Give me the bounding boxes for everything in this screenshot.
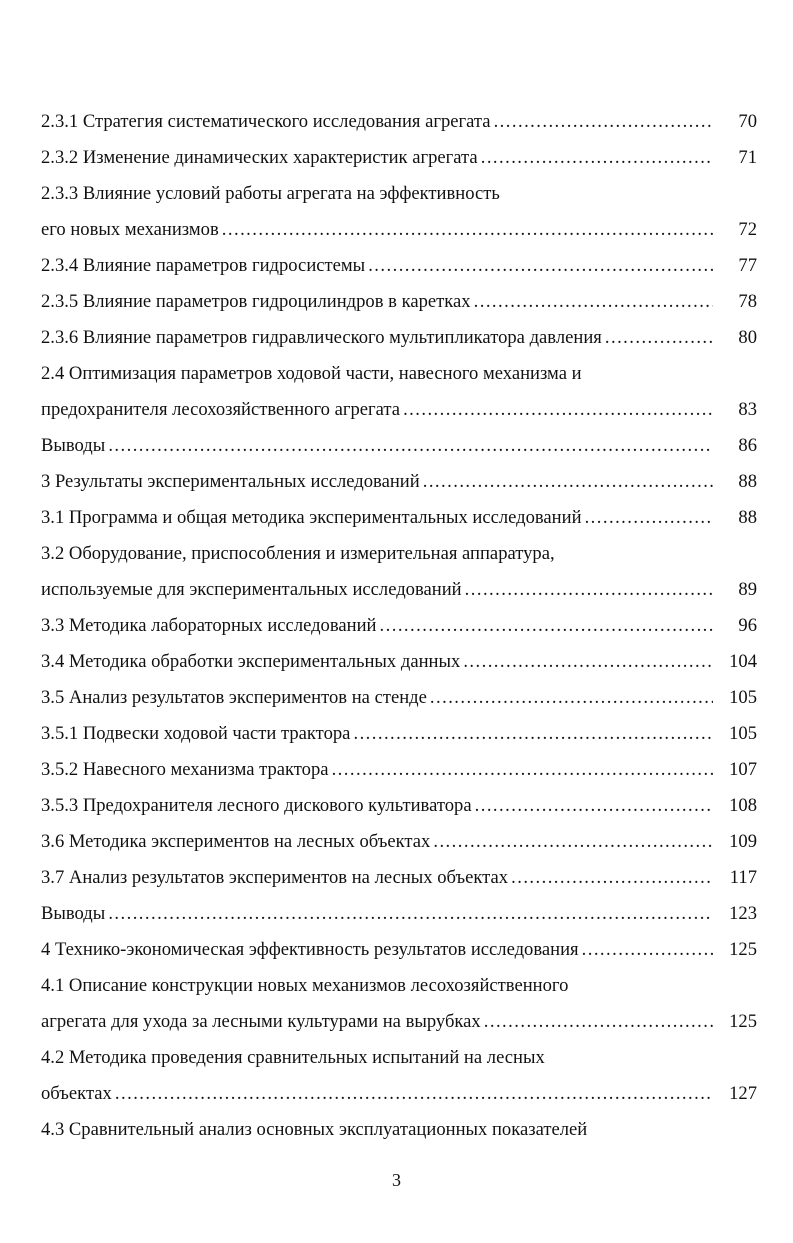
toc-entry-page: 71 bbox=[738, 147, 757, 168]
toc-entry-page: 125 bbox=[729, 1011, 757, 1032]
toc-entry bbox=[41, 428, 761, 464]
toc-entry-page: 105 bbox=[729, 723, 757, 744]
toc-entry-page: 78 bbox=[738, 291, 757, 312]
toc-entry-title: 4.3 Сравнительный анализ основных эксплуатационных показателей bbox=[41, 1119, 588, 1140]
toc-entry bbox=[41, 572, 761, 608]
toc-entry-title: 4 Технико-экономическая эффективность результатов исследования . . . bbox=[41, 932, 713, 968]
toc-entry-page: 88 bbox=[738, 507, 757, 528]
toc-entry-page: 80 bbox=[738, 327, 757, 348]
toc-entry bbox=[41, 644, 761, 680]
toc-entry-title: 3.7 Анализ результатов экспериментов на лесных объектах . . . bbox=[41, 860, 713, 896]
toc-entry bbox=[41, 140, 761, 176]
toc-entry-title: Выводы . . . bbox=[41, 896, 713, 932]
toc-entry-page: 72 bbox=[738, 219, 757, 240]
toc-entry-page: 88 bbox=[738, 471, 757, 492]
toc-entry-title: 2.3.4 Влияние параметров гидросистемы . . . bbox=[41, 248, 713, 284]
toc-entry-title: 3.5.2 Навесного механизма трактора . . . bbox=[41, 752, 713, 788]
toc-entry bbox=[41, 860, 761, 896]
toc-entry bbox=[41, 896, 761, 932]
toc-entry-page: 104 bbox=[729, 651, 757, 672]
toc-entry-title: используемые для экспериментальных исследований . . . bbox=[41, 572, 713, 608]
toc-entry-page: 83 bbox=[738, 399, 757, 420]
toc-entry-title: 3.6 Методика экспериментов на лесных объектах . . . bbox=[41, 824, 713, 860]
toc-entry-title: 4.1 Описание конструкции новых механизмов лесохозяйственного bbox=[41, 975, 569, 996]
toc-entry-page: 117 bbox=[729, 867, 757, 888]
toc-entry-page: 125 bbox=[729, 939, 757, 960]
toc-entry-title: 3.5.3 Предохранителя лесного дискового культиватора . . . bbox=[41, 788, 713, 824]
toc-entry-page: 123 bbox=[729, 903, 757, 924]
toc-entry-page: 89 bbox=[738, 579, 757, 600]
page-number: 3 bbox=[392, 1170, 401, 1190]
toc-entry bbox=[41, 500, 761, 536]
toc-entry-title: 3.3 Методика лабораторных исследований . . . bbox=[41, 608, 713, 644]
toc-entry-title: агрегата для ухода за лесными культурами на вырубках . . . bbox=[41, 1004, 713, 1040]
toc-entry-page: 77 bbox=[738, 255, 757, 276]
toc-entry-title: 2.3.6 Влияние параметров гидравлического мультипликатора давления . . . bbox=[41, 320, 713, 356]
toc-entry bbox=[41, 968, 761, 1004]
toc-entry bbox=[41, 212, 761, 248]
toc-entry bbox=[41, 392, 761, 428]
toc-entry-title: 3.2 Оборудование, приспособления и измерительная аппаратура, bbox=[41, 543, 555, 564]
table-of-contents bbox=[41, 104, 761, 1148]
toc-entry-title: 2.3.2 Изменение динамических характеристик агрегата . . . bbox=[41, 140, 713, 176]
toc-entry-title: 3.5.1 Подвески ходовой части трактора . . . bbox=[41, 716, 713, 752]
toc-entry-title: 3.4 Методика обработки экспериментальных данных . . . bbox=[41, 644, 713, 680]
toc-entry bbox=[41, 356, 761, 392]
toc-entry-title: 2.3.5 Влияние параметров гидроцилиндров в каретках . . . bbox=[41, 284, 713, 320]
toc-entry bbox=[41, 1004, 761, 1040]
toc-entry-page: 70 bbox=[738, 111, 757, 132]
toc-entry bbox=[41, 788, 761, 824]
toc-entry bbox=[41, 320, 761, 356]
toc-entry-title: 3.5 Анализ результатов экспериментов на стенде . . . bbox=[41, 680, 713, 716]
toc-entry bbox=[41, 536, 761, 572]
toc-entry-title: 3 Результаты экспериментальных исследований . . . bbox=[41, 464, 713, 500]
toc-entry bbox=[41, 1112, 761, 1148]
toc-entry-title: его новых механизмов . . . bbox=[41, 212, 713, 248]
toc-entry-title: объектах . . . bbox=[41, 1076, 713, 1112]
toc-entry-page: 108 bbox=[729, 795, 757, 816]
toc-entry-page: 107 bbox=[729, 759, 757, 780]
toc-entry-title: Выводы . . . bbox=[41, 428, 713, 464]
toc-entry bbox=[41, 104, 761, 140]
toc-entry bbox=[41, 824, 761, 860]
toc-entry bbox=[41, 716, 761, 752]
toc-entry bbox=[41, 932, 761, 968]
toc-entry-page: 96 bbox=[738, 615, 757, 636]
toc-entry-title: 2.3.3 Влияние условий работы агрегата на эффективность bbox=[41, 183, 500, 204]
toc-entry bbox=[41, 752, 761, 788]
toc-entry bbox=[41, 680, 761, 716]
toc-entry bbox=[41, 1076, 761, 1112]
toc-entry-title: 3.1 Программа и общая методика экспериментальных исследований . . . bbox=[41, 500, 713, 536]
toc-entry-title: 2.4 Оптимизация параметров ходовой части, навесного механизма и bbox=[41, 363, 582, 384]
toc-entry-title: 4.2 Методика проведения сравнительных испытаний на лесных bbox=[41, 1047, 545, 1068]
toc-entry-page: 105 bbox=[729, 687, 757, 708]
toc-entry bbox=[41, 248, 761, 284]
toc-entry-title: 2.3.1 Стратегия систематического исследования агрегата . . . bbox=[41, 104, 713, 140]
toc-entry-page: 127 bbox=[729, 1083, 757, 1104]
toc-entry-page: 86 bbox=[738, 435, 757, 456]
toc-entry bbox=[41, 1040, 761, 1076]
toc-entry bbox=[41, 284, 761, 320]
toc-entry-title: предохранителя лесохозяйственного агрегата . . . bbox=[41, 392, 713, 428]
toc-entry-page: 109 bbox=[729, 831, 757, 852]
toc-entry bbox=[41, 464, 761, 500]
toc-entry bbox=[41, 176, 761, 212]
toc-entry bbox=[41, 608, 761, 644]
